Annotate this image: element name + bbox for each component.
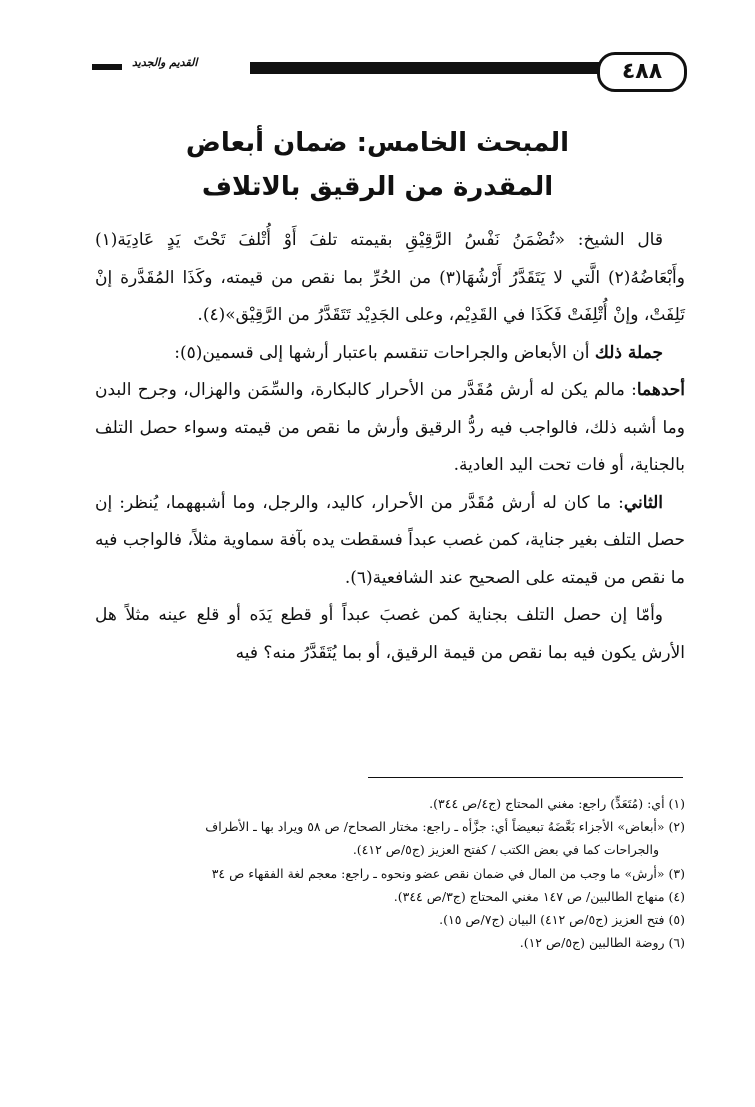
footnotes [85,792,685,954]
paragraph-first-kind [95,372,685,485]
footnote-2: (٢) «أبعاض» الأجزاء بَعَّضَهُ تبعيضاً أي: جزَّأه ـ راجع: مختار الصحاح/ ص ٥٨ ويراد بها ـ الأطراف [205,819,685,835]
footnote-2-continued: والجراحات كما في بعض الكتب / كفتح العزيز (ج٥/ص ٤١٢). [352,842,659,858]
footnote-4: (٤) منهاج الطالبين/ ص ١٤٧ مغني المحتاج (ج٣/ص ٣٤٤). [393,888,685,904]
paragraph-lead: أحدهما [636,380,685,400]
paragraph-second-kind [95,485,685,598]
section-title-line-1: المبحث الخامس: ضمان أبعاض [185,128,570,158]
paragraph-lead: الثاني [623,492,663,513]
page-number: ٤٨٨ [597,52,687,92]
paragraph-text: أن الأبعاض والجراحات تنقسم باعتبار أرشها إلى قسمين(٥): [174,342,595,363]
paragraph-quote: قال الشيخ: «تُضْمَنُ نَفْسُ الرَّقِيْقِ بقيمته تلفَ أَوْ أُتْلفَ تَحْتَ يَدٍ عَادِيَة(١) وأَبْعَاضُهُ(٢) الَّتي لا يَتَقَدَّرُ أَرْشُهَا(٣) من الحُرِّ بما نقص من قيمته، وكَذَا المُقَدَّرة إنْ تَلِفَتْ، وإنْ أُتْلِفَتْ فَكَذَا في القَدِيْم، وعلى الجَدِيْد تَتَقَدَّرُ من الرَّقِيْق»(٤). [95,230,685,325]
paragraph-text: : مالم يكن له أرش مُقَدَّر من الأحرار كالبكارة، والسِّمَن والهزال، وجرح البدن وما أشبه ذلك، فالواجب فيه ردُّ الرقيق وأرش ما نقص من قيمته وسواء حصل التلف بالجناية، أو فات تحت اليد العادية. [95,380,685,475]
section-title-line-2: المقدرة من الرقيق بالاتلاف [201,172,554,202]
paragraph-crime: وأمّا إن حصل التلف بجناية كمن غصبَ عبداً أو قطع يَدَه أو قلع عينه مثلاً هل الأرش يكون فيه بما نقص من قيمة الرقيق، أو بما يُتَقَدَّرُ منه؟ فيه [95,605,685,663]
footnote-6: (٦) روضة الطالبين (ج٥/ص ١٢). [519,935,685,951]
footnote-1: (١) أي: (مُتَعَدٍّ) راجع: مغني المحتاج (ج٤/ص ٣٤٤). [429,796,685,811]
paragraph-text: : ما كان له أرش مُقَدَّر من الأحرار، كاليد، والرجل، وما أشبههما، يُنظر: إن حصل التلف بغير جناية، كمن غصب عبداً فسقطت يده بآفة سماوية مثلاً، فالواجب فيه ما نقص من قيمته على الصحيح عند الشافعية(٦). [95,492,685,588]
footnote-3: (٣) «أرش» ما وجب من المال في ضمان نقص عضو ونحوه ـ راجع: معجم لغة الفقهاء ص ٣٤ [211,865,685,881]
paragraph-summary [95,335,685,373]
footnote-separator [368,777,683,778]
header-rule-short [92,64,122,70]
footnote-5: (٥) فتح العزيز (ج٥/ص ٤١٢) البيان (ج٧/ص ١٥). [439,912,685,928]
paragraph-lead: جملة ذلك [594,342,663,363]
running-title: القديم والجديد [132,56,198,69]
body-text [95,222,685,672]
header-rule [250,62,627,74]
page-header [92,52,687,96]
